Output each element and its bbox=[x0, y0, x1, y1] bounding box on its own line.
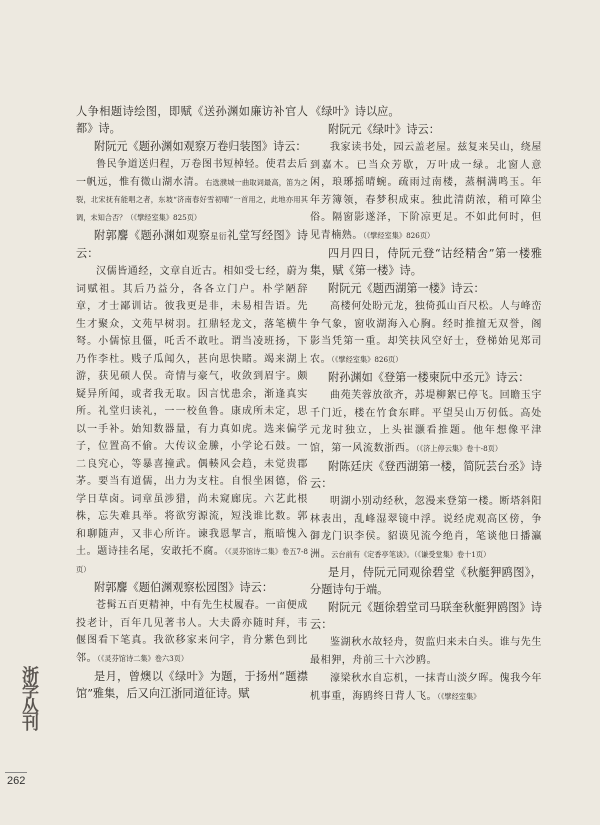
paragraph-text: 附郭麐《题伯渊观察松园图》诗云： bbox=[94, 581, 274, 594]
paragraph bbox=[76, 227, 308, 262]
source-note: （《济上停云集》卷十-8页） bbox=[416, 443, 503, 453]
page-number-rule bbox=[5, 772, 27, 773]
inline-small-note: 星衍 bbox=[210, 232, 228, 241]
source-note: （《擘经室集》 bbox=[437, 691, 481, 701]
poem-block bbox=[310, 670, 542, 705]
poem-text: 濠梁秋水自忘机，一抹青山淡夕晖。傀我今年机事重，海鸥终日背人飞。 bbox=[310, 673, 542, 702]
paragraph-text: 附郭麐《题孙渊如观察 bbox=[94, 229, 211, 242]
paragraph-text: 人争相题诗绘图，即赋《送孙渊如廉访补官人都》诗。 bbox=[76, 105, 308, 135]
paragraph bbox=[310, 280, 542, 297]
poem-text: 我家读书处，园云盖老屋。兹复来吴山，绕屋到嘉木。已当众芳歇，万叶成一绿。北窗人意闲，琅琊摇晴蜿。疏雨过南楼，蒸桐满鸣玉。年年芳簿领，春梦积成束。独此清荫浓，稍可障尘俗。隔窗影遂泽，下阶凉更足。不如此何时，但见青楠熟。 bbox=[310, 142, 542, 241]
paragraph-text-rest: 礼堂写经图》诗云： bbox=[76, 229, 308, 260]
poem-text: 明湖小别动经秋，忽漫来登第一楼。断塔斜阳林表出，乱峰湿翠镜中浮。说经虎观高区傍，争御龙门识李侯。貂谟见流今绝肖，笔谈他日播瀛洲。 bbox=[310, 496, 542, 560]
left-column bbox=[76, 103, 308, 703]
paragraph-text: 附阮元《题西湖第一楼》诗云： bbox=[328, 282, 485, 295]
paragraph-text: 附阮元《绿叶》诗云： bbox=[328, 123, 440, 136]
source-note: （《灵芬馆诗二集》卷五7-8页） bbox=[76, 547, 308, 574]
paragraph bbox=[310, 369, 542, 386]
source-note: （《灵芬馆诗二集》卷六3页） bbox=[97, 653, 189, 663]
paragraph bbox=[310, 103, 542, 120]
poem-block bbox=[310, 298, 542, 368]
paragraph-text: 附孙渊如《登第一楼柬阮中丞元》诗云： bbox=[328, 371, 530, 384]
source-note: 云台前有《定香亭笔谈》。（《谦受堂集》卷十1页） bbox=[331, 549, 491, 559]
poem-block bbox=[310, 387, 542, 457]
poem-text: 鲁民争道送归程，万卷图书短棹轻。使君去后一帆远，惟有微山湖水清。 bbox=[76, 159, 308, 188]
paragraph bbox=[76, 103, 308, 137]
page-number: 262 bbox=[7, 775, 26, 787]
paragraph-text: 附阮元《题徐碧堂司马联奎秋艇狎鸥图》诗云： bbox=[310, 601, 542, 631]
paragraph-text: 附陈廷庆《登西湖第一楼，简阮芸台丞》诗云： bbox=[310, 460, 542, 490]
paragraph bbox=[76, 668, 308, 702]
poem-block bbox=[310, 493, 542, 563]
source-note: （《擘经室集》826页） bbox=[363, 230, 435, 240]
poem-text: 汉儒皆通经，文章自近古。相如受七经，蔚为词赋祖。其后乃益分，各各立门户。朴学陋辞章，才士鄙训诂。彼我更是非，未易相告语。先生才聚众，文苑早树羽。扛鼎轻龙文，落笔横牛弩。小儒惊且僵，吒舌不敢吐。谓当凌班扬，下乃作李杜。贱子瓜闻久，甚向思快睹。竭来湖上游，获见硕人俣。奇情与豪气，收敛到眉宇。颇疑异所闻，或者我无取。因言忧患余，渐逢真实所。礼堂归读礼，一一校鱼鲁。康成所未定，思以一手补。始知数器量，有力真如虎。选来偏学子，位置高不偷。大传议金縢，小学论石鼓。一二良究心，等暴喜撞武。偶輳风会趋，未觉贵郡茅。要当有道儒，出力为支柱。自恨坐困德，俗学日草卤。词章虽涉猎，尚未窥廊庑。六艺此根株，忘失难具举。将欲穷源流，短浅谁比数。郭和聊随声，又非心所许。谏我恩挈言，瓶暗愧入土。题诗挂名尾，安敢托不腐。 bbox=[76, 266, 308, 557]
poem-block bbox=[310, 139, 542, 244]
paragraph bbox=[310, 564, 542, 598]
poem-block bbox=[76, 597, 308, 667]
poem-text: 高楼何处盼元龙，独倚孤山百尺松。人与峰峦争气象，窗收湖海入心胸。经时推擅无双誉，阁影当凭第一重。却笑扶风空好士，登梯始见郑司农。 bbox=[310, 301, 542, 365]
paragraph-text: 是月，侍阮元同观徐碧堂《秋艇狎鸥图》，分题诗句于端。 bbox=[310, 566, 542, 596]
poem-block bbox=[310, 634, 542, 669]
series-title-mark bbox=[5, 666, 45, 762]
poem-text: 曲苑芙蓉放欲齐，苏堤柳絮已停飞。回瞻玉宇千门近，楼在竹食东畔。平望吴山万仞低。高处元龙时独立，上头崔灏看推题。他年想像平津馆，第一风流数浙西。 bbox=[310, 390, 542, 454]
poem-text: 苍髯五百更精神，中有先生杖履春。一亩便成投老计，百年几见著书人。大夫爵亦随时拜，韦偃图看下笔真。我欲移家来问字，肯分紫色到比邻。 bbox=[76, 600, 308, 664]
paragraph bbox=[76, 138, 308, 155]
paragraph bbox=[310, 121, 542, 138]
poem-block bbox=[76, 156, 308, 226]
source-note: 右选濮城一曲取词最高，笛为之裂，北宋抚有能唱之者，东坡“济南春好雪初晴”一首用之，此地亦用其调，未知合否？（《擘经室集》825页） bbox=[76, 177, 308, 222]
right-column bbox=[310, 103, 542, 706]
poem-text: 鉴湖秋水故轻舟，贺监归来未白头。谁与先生最相狎，舟前三十六沙鸥。 bbox=[310, 637, 542, 666]
paragraph-text: 附阮元《题孙渊如观察万卷归装图》诗云： bbox=[94, 140, 307, 153]
source-note: （《擘经室集》826页） bbox=[331, 354, 403, 364]
paragraph bbox=[310, 245, 542, 279]
paragraph bbox=[76, 579, 308, 596]
paragraph-text: 《绿叶》诗以应。 bbox=[310, 105, 400, 118]
paragraph bbox=[310, 599, 542, 633]
poem-block bbox=[76, 263, 308, 578]
paragraph bbox=[310, 458, 542, 492]
paragraph-text: 是月，曾燠以《绿叶》为题，于扬州“题襟馆”雅集，后又向江浙同道征诗。赋 bbox=[76, 670, 308, 700]
series-title: 浙学丛刊 bbox=[18, 666, 38, 730]
paragraph-text: 四月四日，侍阮元登“诂经精舍”第一楼雅集，赋《第一楼》诗。 bbox=[310, 247, 542, 277]
